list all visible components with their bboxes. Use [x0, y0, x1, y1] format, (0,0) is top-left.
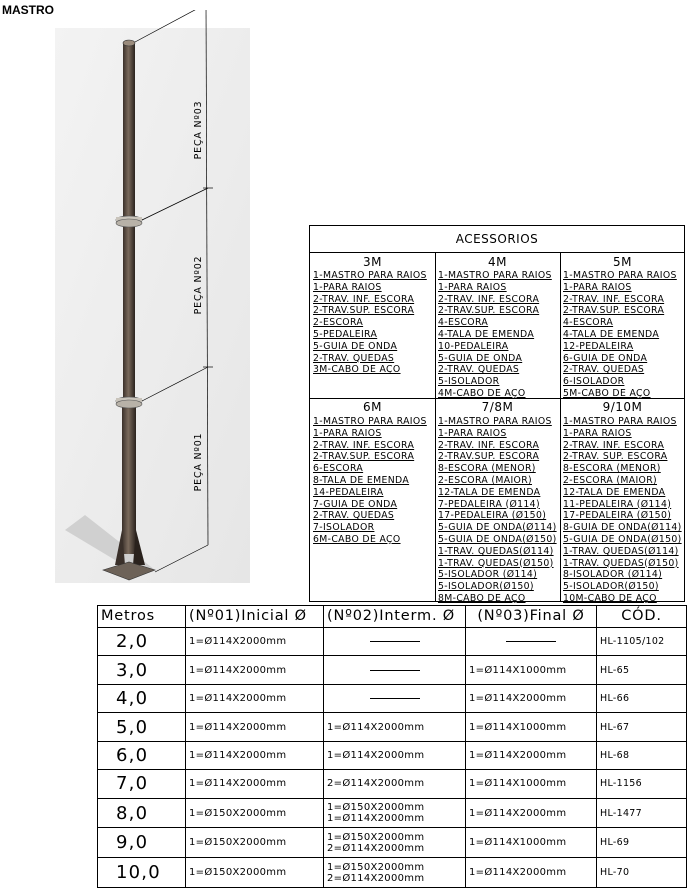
accessory-group-title: 9/10M — [602, 400, 643, 414]
accessory-item: 1-PARA RAIOS — [563, 281, 632, 293]
accessory-item: 12-TALA DE EMENDA — [563, 486, 666, 498]
accessory-item: 2-TRAV. SUP. ESCORA — [563, 451, 668, 463]
accessory-item: 2-TRAV. INF. ESCORA — [313, 293, 415, 305]
accessory-item: 1-MASTRO PARA RAIOS — [563, 416, 677, 427]
accessory-item: 12-TALA DE EMENDA — [438, 486, 541, 498]
accessory-item: 5-PEDALEIRA — [313, 329, 378, 340]
accessory-item: 1-PARA RAIOS — [313, 281, 382, 293]
metros-value: 7,0 — [98, 770, 186, 798]
accessories-table — [309, 225, 685, 602]
final-value: 1=Ø114X1000mm — [466, 770, 597, 798]
metros-value: 4,0 — [98, 684, 186, 712]
codigo-value: HL-1477 — [597, 798, 687, 828]
accessory-item: 5M-CABO DE AÇO — [563, 388, 651, 399]
final-value: 1=Ø114X1000mm — [466, 713, 597, 741]
accessory-item: 1-TRAV. QUEDAS(Ø150) — [438, 557, 554, 569]
inicial-value: 1=Ø114X2000mm — [186, 741, 324, 769]
intermediario-line: 1=Ø150X2000mm — [327, 831, 425, 843]
table-row — [98, 656, 687, 684]
inicial-value: 1=Ø114X2000mm — [186, 684, 324, 712]
accessory-item: 2-ESCORA — [313, 317, 364, 329]
accessory-item: 10-PEDALEIRA — [438, 340, 509, 352]
accessory-item: 4-TALA DE EMENDA — [438, 329, 535, 340]
header-inicial: (Nº01)Inicial Ø — [186, 606, 324, 628]
accessory-item: 3M-CABO DE AÇO — [313, 364, 401, 376]
intermediario-value — [324, 627, 466, 655]
intermediario-line: 1=Ø114X2000mm — [327, 721, 425, 733]
inicial-value: 1=Ø114X2000mm — [186, 713, 324, 741]
intermediario-line: 1=Ø150X2000mm — [327, 861, 425, 873]
empty-dash — [506, 641, 556, 642]
accessory-item: 1-PARA RAIOS — [438, 427, 507, 439]
intermediario-value — [324, 656, 466, 684]
inicial-value: 1=Ø114X2000mm — [186, 627, 324, 655]
final-value: 1=Ø114X2000mm — [466, 741, 597, 769]
accessory-item: 2-TRAV. QUEDAS — [438, 364, 520, 376]
codigo-value: HL-65 — [597, 656, 687, 684]
accessory-item: 11-PEDALEIRA (Ø114) — [563, 498, 672, 510]
inicial-value: 1=Ø114X2000mm — [186, 770, 324, 798]
accessory-item: 1-MASTRO PARA RAIOS — [438, 270, 552, 281]
accessory-item: 4-TALA DE EMENDA — [563, 329, 660, 340]
page-title: MASTRO — [2, 3, 54, 17]
accessory-item: 6-ISOLADOR — [563, 376, 625, 388]
intermediario-value — [324, 770, 466, 798]
accessory-item: 2-TRAV. INF. ESCORA — [438, 439, 540, 451]
final-value: 1=Ø114X1000mm — [466, 828, 597, 858]
accessory-item: 1-PARA RAIOS — [438, 281, 507, 293]
codigo-value: HL-66 — [597, 684, 687, 712]
table-row — [98, 770, 687, 798]
accessory-item: 4M-CABO DE AÇO — [438, 388, 526, 399]
inicial-value: 1=Ø150X2000mm — [186, 828, 324, 858]
accessory-item: 8-ISOLADOR (Ø114) — [563, 569, 663, 581]
header-codigo: CÓD. — [597, 606, 687, 628]
final-value: 1=Ø114X1000mm — [466, 656, 597, 684]
accessory-item: 5-ISOLADOR(Ø150) — [438, 581, 534, 593]
intermediario-line: 1=Ø114X2000mm — [327, 750, 425, 762]
codigo-value: HL-1156 — [597, 770, 687, 798]
accessory-item: 14-PEDALEIRA — [313, 486, 384, 498]
accessory-item: 6-GUIA DE ONDA — [563, 352, 648, 364]
accessory-item: 6-ESCORA — [313, 463, 364, 475]
accessory-item: 17-PEDALEIRA (Ø150) — [438, 510, 547, 522]
accessory-item: 1-MASTRO PARA RAIOS — [313, 416, 427, 427]
accessory-item: 2-TRAV.SUP. ESCORA — [438, 451, 540, 463]
accessory-group-title: 7/8M — [481, 400, 514, 414]
intermediario-value — [324, 713, 466, 741]
final-value: 1=Ø114X2000mm — [466, 858, 597, 888]
accessory-item: 2-TRAV.SUP. ESCORA — [313, 451, 415, 463]
table-row — [98, 798, 687, 828]
accessory-item: 2-TRAV. QUEDAS — [313, 510, 395, 522]
table-row — [98, 713, 687, 741]
intermediario-value — [324, 858, 466, 888]
metros-value: 5,0 — [98, 713, 186, 741]
accessory-item: 1-MASTRO PARA RAIOS — [438, 416, 552, 427]
metros-value: 8,0 — [98, 798, 186, 828]
accessory-item: 5-ISOLADOR(Ø150) — [563, 581, 659, 593]
metros-value: 6,0 — [98, 741, 186, 769]
accessory-item: 2-ESCORA (MAIOR) — [563, 475, 658, 486]
accessory-item: 5-ISOLADOR (Ø114) — [438, 569, 538, 581]
accessory-item: 12-PEDALEIRA — [563, 340, 634, 352]
accessory-item: 5-GUIA DE ONDA — [313, 340, 398, 352]
piece-label-1: PEÇA Nº01 — [193, 432, 204, 492]
table-row — [98, 627, 687, 655]
intermediario-line: 1=Ø114X2000mm — [327, 813, 425, 825]
accessory-item: 2-TRAV. INF. ESCORA — [438, 293, 540, 305]
pole-cap — [123, 40, 135, 46]
inicial-value: 1=Ø150X2000mm — [186, 798, 324, 828]
accessory-item: 5-GUIA DE ONDA(Ø114) — [438, 522, 557, 534]
accessory-item: 2-TRAV.SUP. ESCORA — [313, 305, 415, 317]
codigo-value: HL-68 — [597, 741, 687, 769]
metros-value: 2,0 — [98, 627, 186, 655]
table-row — [98, 684, 687, 712]
metros-value: 3,0 — [98, 656, 186, 684]
accessory-item: 8M-CABO DE AÇO — [438, 593, 526, 604]
accessory-item: 2-TRAV.SUP. ESCORA — [438, 305, 540, 317]
accessory-item: 1-PARA RAIOS — [313, 427, 382, 439]
pole-segment-2 — [123, 222, 135, 400]
accessory-item: 2-TRAV. INF. ESCORA — [313, 439, 415, 451]
accessory-group-title: 3M — [363, 255, 382, 269]
accessory-item: 1-TRAV. QUEDAS(Ø114) — [438, 545, 554, 557]
empty-dash — [370, 641, 420, 642]
accessory-item: 2-TRAV.SUP. ESCORA — [563, 305, 665, 317]
render-background — [55, 28, 250, 583]
codigo-value: HL-67 — [597, 713, 687, 741]
codigo-value: HL-70 — [597, 858, 687, 888]
intermediario-value — [324, 741, 466, 769]
metros-value: 9,0 — [98, 828, 186, 858]
accessory-group-title: 5M — [613, 255, 632, 269]
final-value — [466, 627, 597, 655]
mast-diagram — [55, 10, 255, 595]
accessory-item: 8-ESCORA (MENOR) — [438, 463, 536, 475]
empty-dash — [370, 698, 420, 699]
inicial-value: 1=Ø114X2000mm — [186, 656, 324, 684]
accessory-item: 4-ESCORA — [438, 317, 489, 329]
pole-segment-3 — [123, 43, 135, 218]
accessory-item: 2-ESCORA (MAIOR) — [438, 475, 533, 486]
intermediario-line: 1=Ø150X2000mm — [327, 802, 425, 814]
inicial-value: 1=Ø150X2000mm — [186, 858, 324, 888]
accessory-item: 1-TRAV. QUEDAS(Ø114) — [563, 545, 679, 557]
codigo-value: HL-69 — [597, 828, 687, 858]
piece-label-3: PEÇA Nº03 — [193, 100, 204, 160]
accessory-item: 5-ISOLADOR — [438, 376, 500, 388]
accessory-item: 5-GUIA DE ONDA(Ø150) — [438, 534, 557, 545]
final-value: 1=Ø114X2000mm — [466, 684, 597, 712]
accessory-group-title: 4M — [488, 255, 507, 269]
piece-label-2: PEÇA Nº02 — [193, 255, 204, 315]
accessory-item: 4-ESCORA — [563, 317, 614, 329]
accessory-item: 5-GUIA DE ONDA(Ø150) — [563, 534, 682, 545]
accessory-item: 1-MASTRO PARA RAIOS — [563, 270, 677, 281]
accessory-item: 10M-CABO DE AÇO — [563, 593, 657, 604]
accessory-item: 8-ESCORA (MENOR) — [563, 463, 661, 475]
empty-dash — [370, 670, 420, 671]
metros-value: 10,0 — [98, 858, 186, 888]
accessory-item: 5-GUIA DE ONDA — [438, 352, 523, 364]
accessory-item: 1-PARA RAIOS — [563, 427, 632, 439]
intermediario-value — [324, 828, 466, 858]
final-value: 1=Ø114X2000mm — [466, 798, 597, 828]
accessory-item: 7-PEDALEIRA (Ø114) — [438, 498, 540, 510]
accessory-item: 7-GUIA DE ONDA — [313, 498, 398, 510]
intermediario-value — [324, 798, 466, 828]
accessories-title: ACESSORIOS — [455, 232, 539, 246]
accessory-item: 2-TRAV. INF. ESCORA — [563, 439, 665, 451]
accessory-item: 7-ISOLADOR — [313, 522, 375, 534]
accessory-item: 17-PEDALEIRA (Ø150) — [563, 510, 672, 522]
table-header-row — [98, 606, 687, 628]
table-row — [98, 828, 687, 858]
intermediario-line: 2=Ø114X2000mm — [327, 778, 425, 790]
table-row — [98, 741, 687, 769]
accessory-item: 1-MASTRO PARA RAIOS — [313, 270, 427, 281]
metros-table — [97, 605, 686, 888]
pole-segment-1 — [122, 404, 136, 554]
table-row — [98, 858, 687, 888]
accessory-group-title: 6M — [363, 400, 382, 414]
accessory-item: 8-GUIA DE ONDA(Ø114) — [563, 522, 682, 534]
accessory-item: 1-TRAV. QUEDAS(Ø150) — [563, 557, 679, 569]
accessory-item: 2-TRAV. QUEDAS — [313, 352, 395, 364]
intermediario-line: 2=Ø114X2000mm — [327, 842, 425, 854]
accessory-item: 8-TALA DE EMENDA — [313, 475, 410, 486]
header-final: (Nº03)Final Ø — [466, 606, 597, 628]
codigo-value: HL-1105/102 — [597, 627, 687, 655]
accessory-item: 6M-CABO DE AÇO — [313, 534, 401, 545]
header-intermediario: (Nº02)Interm. Ø — [324, 606, 466, 628]
accessory-item: 2-TRAV. INF. ESCORA — [563, 293, 665, 305]
intermediario-line: 2=Ø114X2000mm — [327, 872, 425, 884]
intermediario-value — [324, 684, 466, 712]
accessory-item: 2-TRAV. QUEDAS — [563, 364, 645, 376]
header-metros: Metros — [98, 606, 186, 628]
